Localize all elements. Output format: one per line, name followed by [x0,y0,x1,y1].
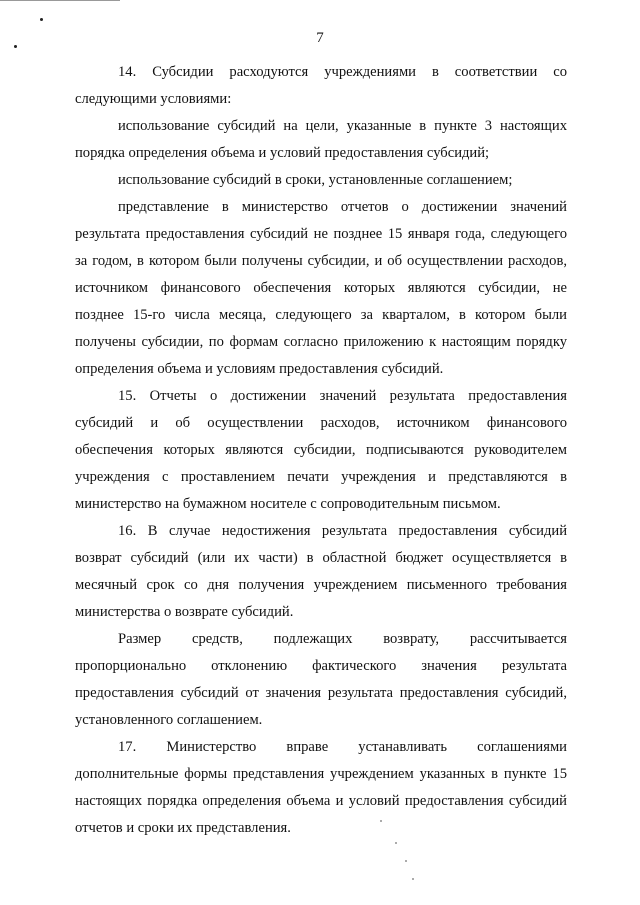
paragraph-17 [75,735,567,843]
text-line: установленного соглашением. [75,712,263,728]
document-body [75,60,567,843]
paragraph-condition-reports [75,195,567,384]
text-line: позднее 15-го числа месяца, следующего за кварталом, в котором были [75,307,567,323]
text-line: 14. Субсидии расходуются учреждениями в соответствии со [118,64,567,80]
text-line: представление в министерство отчетов о достижении значений [118,199,567,215]
text-line: получены субсидии, по формам согласно приложению к настоящим порядку [75,334,567,350]
text-line: за годом, в котором были получены субсидии, и об осуществлении расходов, [75,253,567,269]
text-line: министерство на бумажном носителе с сопроводительным письмом. [75,496,501,512]
text-line: возврат субсидий (или их части) в областной бюджет осуществляется в [75,550,567,566]
text-line: месячный срок со дня получения учреждением письменного требования [75,577,567,593]
text-line: использование субсидий в сроки, установленные соглашением; [118,172,513,188]
paragraph-condition-purpose [75,114,567,168]
text-line: отчетов и сроки их представления. [75,820,291,836]
text-line: 16. В случае недостижения результата предоставления субсидий [118,523,567,539]
text-line: Размер средств, подлежащих возврату, рассчитывается [118,631,567,647]
scan-speck [405,860,407,862]
text-line: министерства о возврате субсидий. [75,604,294,620]
text-line: источником финансового обеспечения которых являются субсидии, не [75,280,567,296]
scan-speck [380,820,382,822]
text-line: результата предоставления субсидий не позднее 15 января года, следующего [75,226,567,242]
paragraph-15 [75,384,567,519]
text-line: использование субсидий на цели, указанные в пункте 3 настоящих [118,118,567,134]
paragraph-16 [75,519,567,627]
text-line: настоящих порядка определения объема и условий предоставления субсидий [75,793,567,809]
text-line: предоставления субсидий от значения результата предоставления субсидий, [75,685,567,701]
paragraph-refund-amount [75,627,567,735]
paragraph-condition-terms [75,168,567,195]
text-line: определения объема и условиям предоставления субсидий. [75,361,444,377]
text-line: субсидий и об осуществлении расходов, источником финансового [75,415,567,431]
text-line: обеспечения которых являются субсидии, подписываются руководителем [75,442,567,458]
text-line: дополнительные формы представления учреждением указанных в пункте 15 [75,766,567,782]
scan-edge-line [0,0,120,1]
text-line: 17. Министерство вправе устанавливать соглашениями [118,739,567,755]
scan-speck [412,878,414,880]
text-line: следующими условиями: [75,91,232,107]
text-line: учреждения с проставлением печати учреждения и представляются в [75,469,567,485]
scan-speck [395,842,397,844]
text-line: пропорционально отклонению фактического значения результата [75,658,567,674]
text-line: 15. Отчеты о достижении значений результата предоставления [118,388,567,404]
text-line: порядка определения объема и условий предоставления субсидий; [75,145,490,161]
scan-speck [40,18,43,21]
paragraph-14 [75,60,567,114]
page-number: 7 [316,30,324,46]
